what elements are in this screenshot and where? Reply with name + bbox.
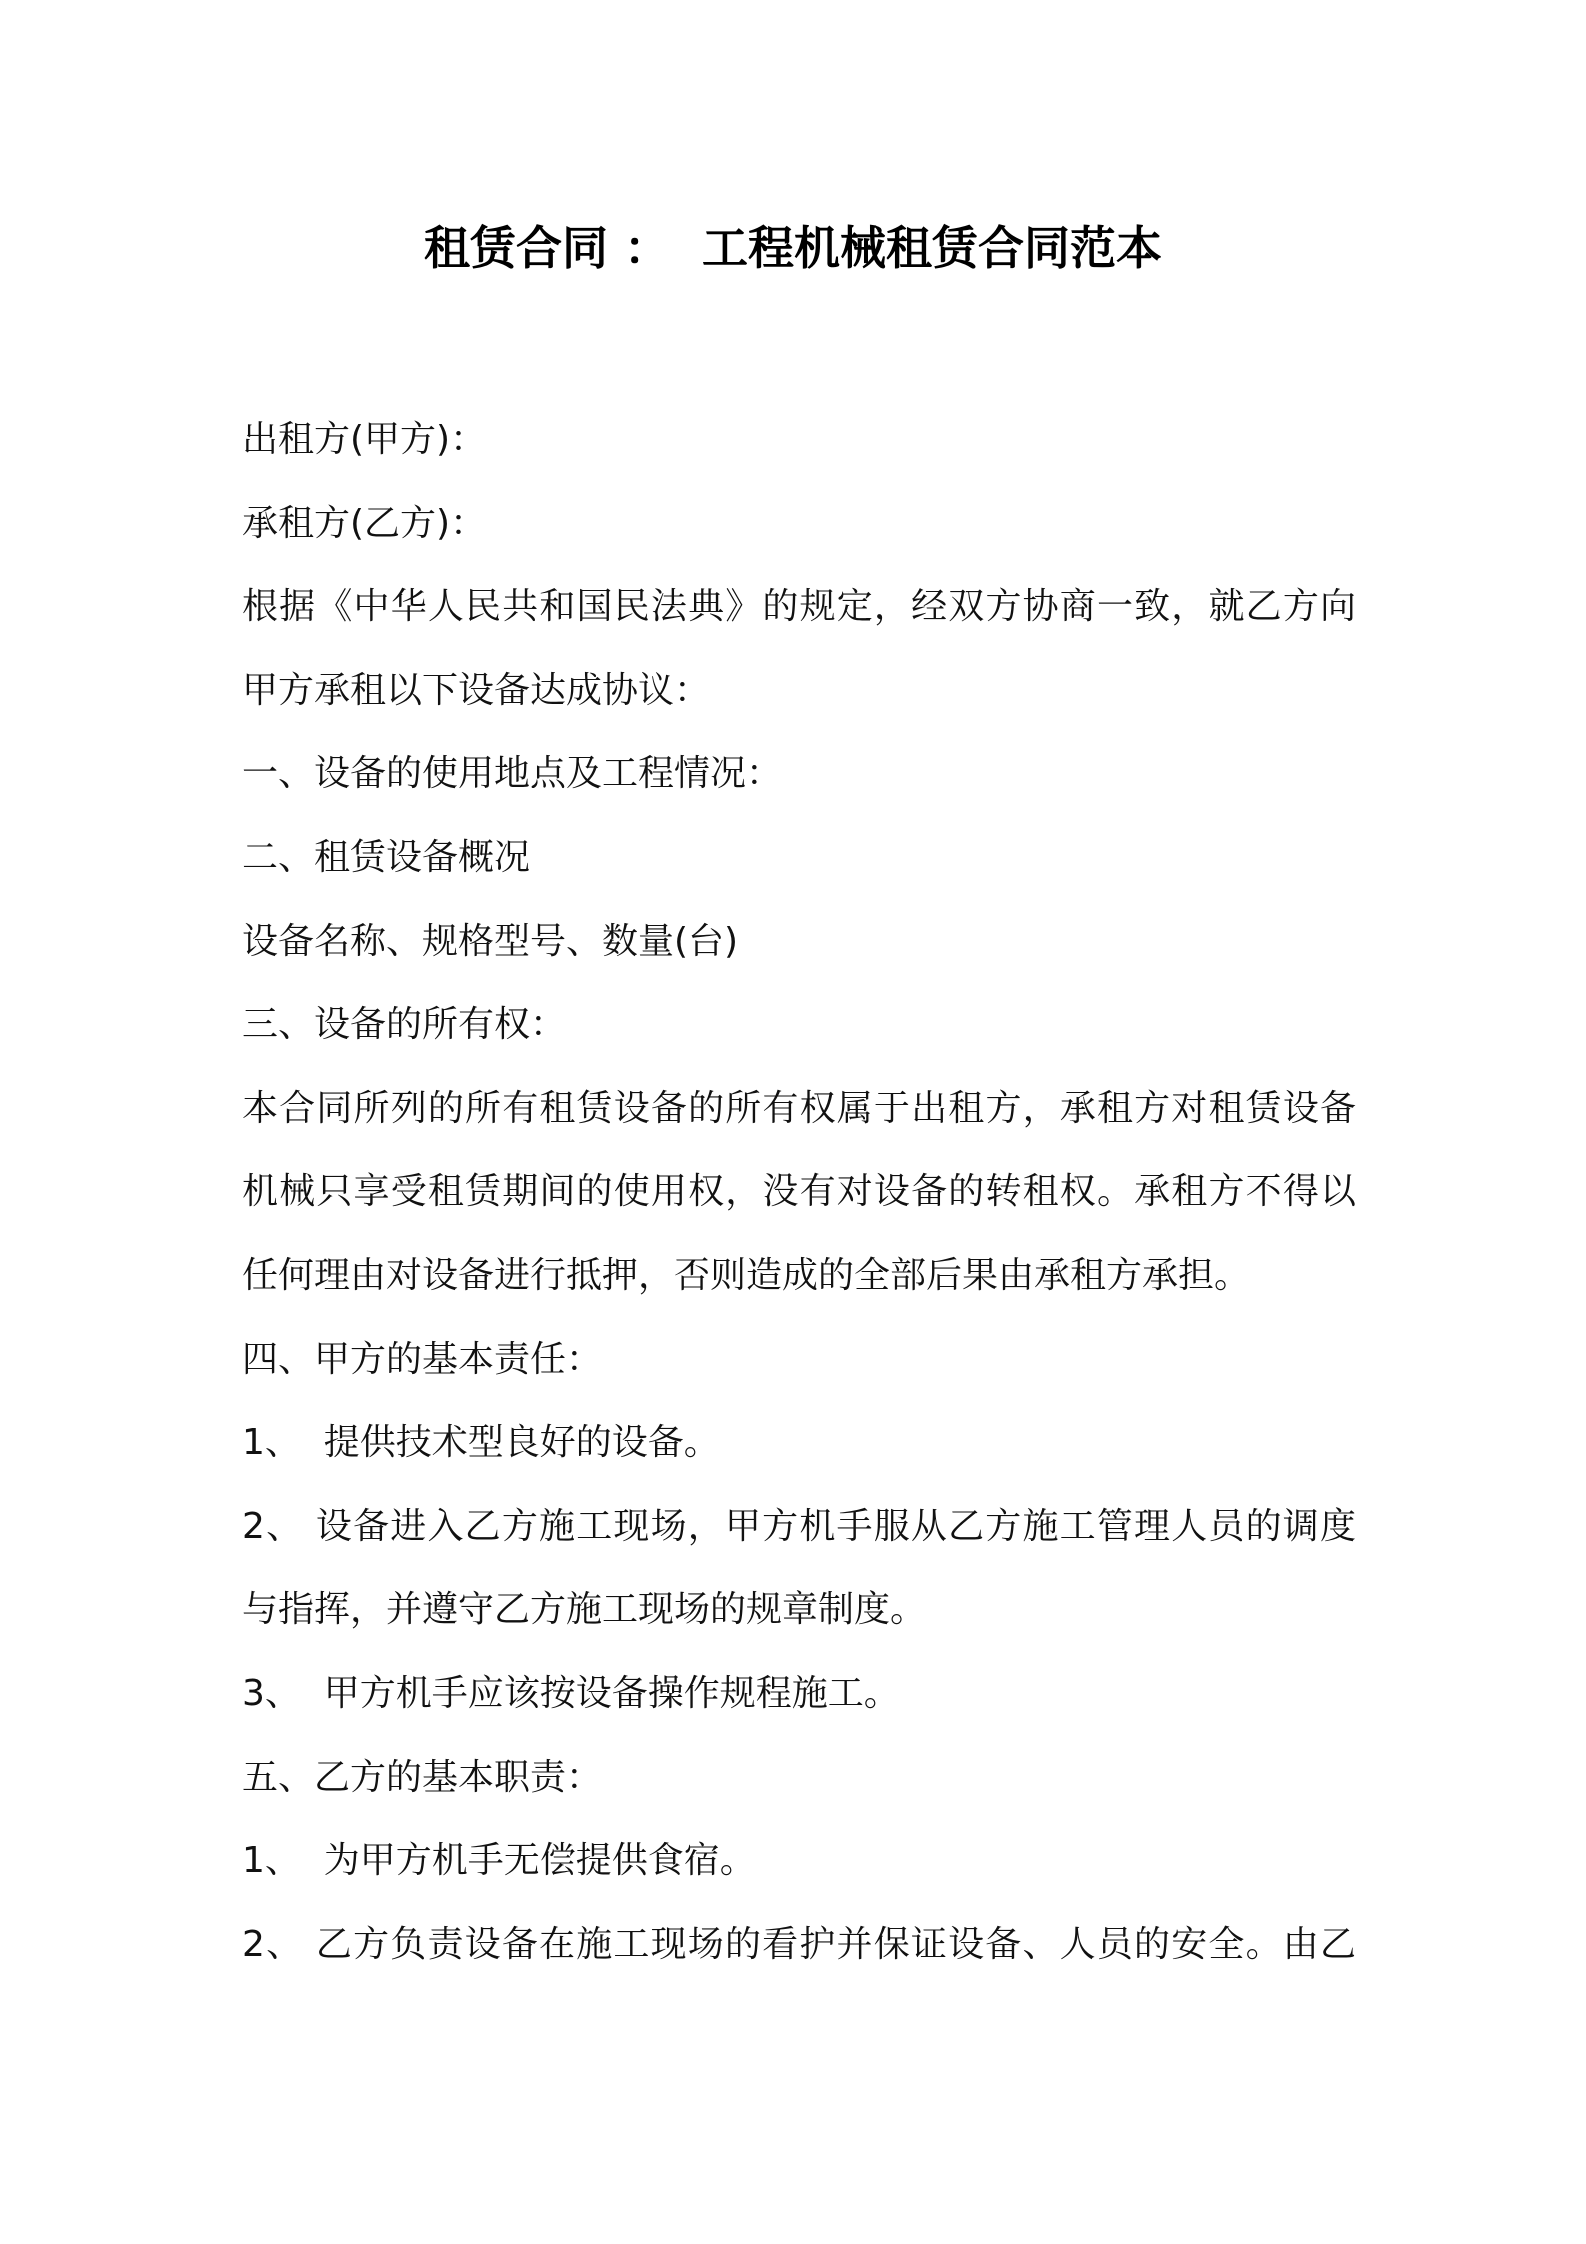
lessee-line: 承租方(乙方)：	[242, 502, 487, 544]
paragraph-line: 本合同所列的所有租赁设备的所有权属于出租方，承租方对租赁设备	[242, 1087, 1356, 1129]
preamble-line: 根据《中华人民共和国民法典》的规定，经双方协商一致，就乙方向	[242, 586, 1356, 628]
section-heading: 四、甲方的基本责任：	[242, 1338, 603, 1380]
list-item: 2、 乙方负责设备在施工现场的看护并保证设备、人员的安全。由乙	[242, 1923, 1356, 1965]
section-heading: 五、乙方的基本职责：	[242, 1756, 603, 1798]
list-item: 2、 设备进入乙方施工现场，甲方机手服从乙方施工管理人员的调度	[242, 1505, 1356, 1547]
document-title: 租赁合同 ： 工程机械租赁合同范本	[423, 221, 1163, 275]
list-item: 1、 提供技术型良好的设备。	[242, 1422, 720, 1464]
section-heading: 三、设备的所有权：	[242, 1004, 567, 1046]
list-item-continuation: 与指挥，并遵守乙方施工现场的规章制度。	[242, 1589, 927, 1631]
list-item: 1、 为甲方机手无偿提供食宿。	[242, 1840, 756, 1882]
paragraph-line: 设备名称、规格型号、数量(台)	[242, 920, 739, 962]
lessor-line: 出租方(甲方)：	[242, 419, 487, 460]
list-item: 3、 甲方机手应该按设备操作规程施工。	[242, 1672, 900, 1714]
section-heading: 二、租赁设备概况	[242, 836, 531, 878]
document-body	[242, 398, 1356, 1986]
paragraph-line: 机械只享受租赁期间的使用权，没有对设备的转租权。承租方不得以	[242, 1171, 1356, 1213]
preamble-line: 甲方承租以下设备达成协议：	[242, 669, 711, 711]
paragraph-line: 任何理由对设备进行抵押，否则造成的全部后果由承租方承担。	[242, 1254, 1251, 1296]
section-heading: 一、设备的使用地点及工程情况：	[242, 753, 783, 795]
